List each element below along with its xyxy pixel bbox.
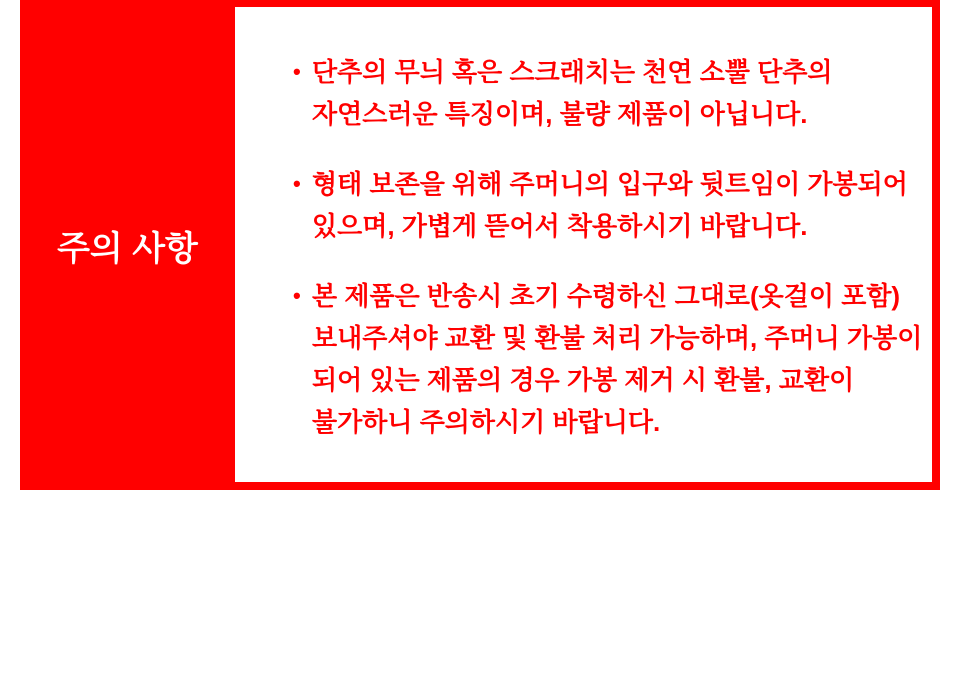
notice-line: 형태 보존을 위해 주머니의 입구와 뒷트임이 가봉되어 — [312, 169, 908, 199]
notice-line: 불가하니 주의하시기 바랍니다. — [312, 407, 661, 437]
notice-list — [235, 7, 932, 443]
panel-title-column — [20, 0, 235, 490]
notice-text — [312, 163, 912, 247]
notice-item — [293, 51, 912, 135]
notice-item — [293, 275, 923, 443]
bullet-icon: • — [293, 171, 301, 196]
bullet-icon: • — [293, 59, 301, 84]
bullet-icon: • — [293, 283, 301, 308]
notice-text — [312, 275, 922, 443]
notice-line: 있으며, 가볍게 뜯어서 착용하시기 바랍니다. — [312, 211, 808, 241]
notice-item — [293, 163, 912, 247]
notice-line: 자연스러운 특징이며, 불량 제품이 아닙니다. — [312, 99, 808, 129]
panel-title: 주의 사항 — [57, 229, 198, 268]
notice-line: 본 제품은 반송시 초기 수령하신 그대로(옷걸이 포함) — [312, 281, 901, 311]
notice-content-box — [235, 7, 932, 482]
notice-line: 단추의 무늬 혹은 스크래치는 천연 소뿔 단추의 — [312, 57, 833, 87]
notice-line: 되어 있는 제품의 경우 가봉 제거 시 환불, 교환이 — [312, 365, 855, 395]
notice-line: 보내주셔야 교환 및 환불 처리 가능하며, 주머니 가봉이 — [312, 323, 923, 353]
notice-panel — [20, 0, 940, 490]
notice-text — [312, 51, 912, 135]
